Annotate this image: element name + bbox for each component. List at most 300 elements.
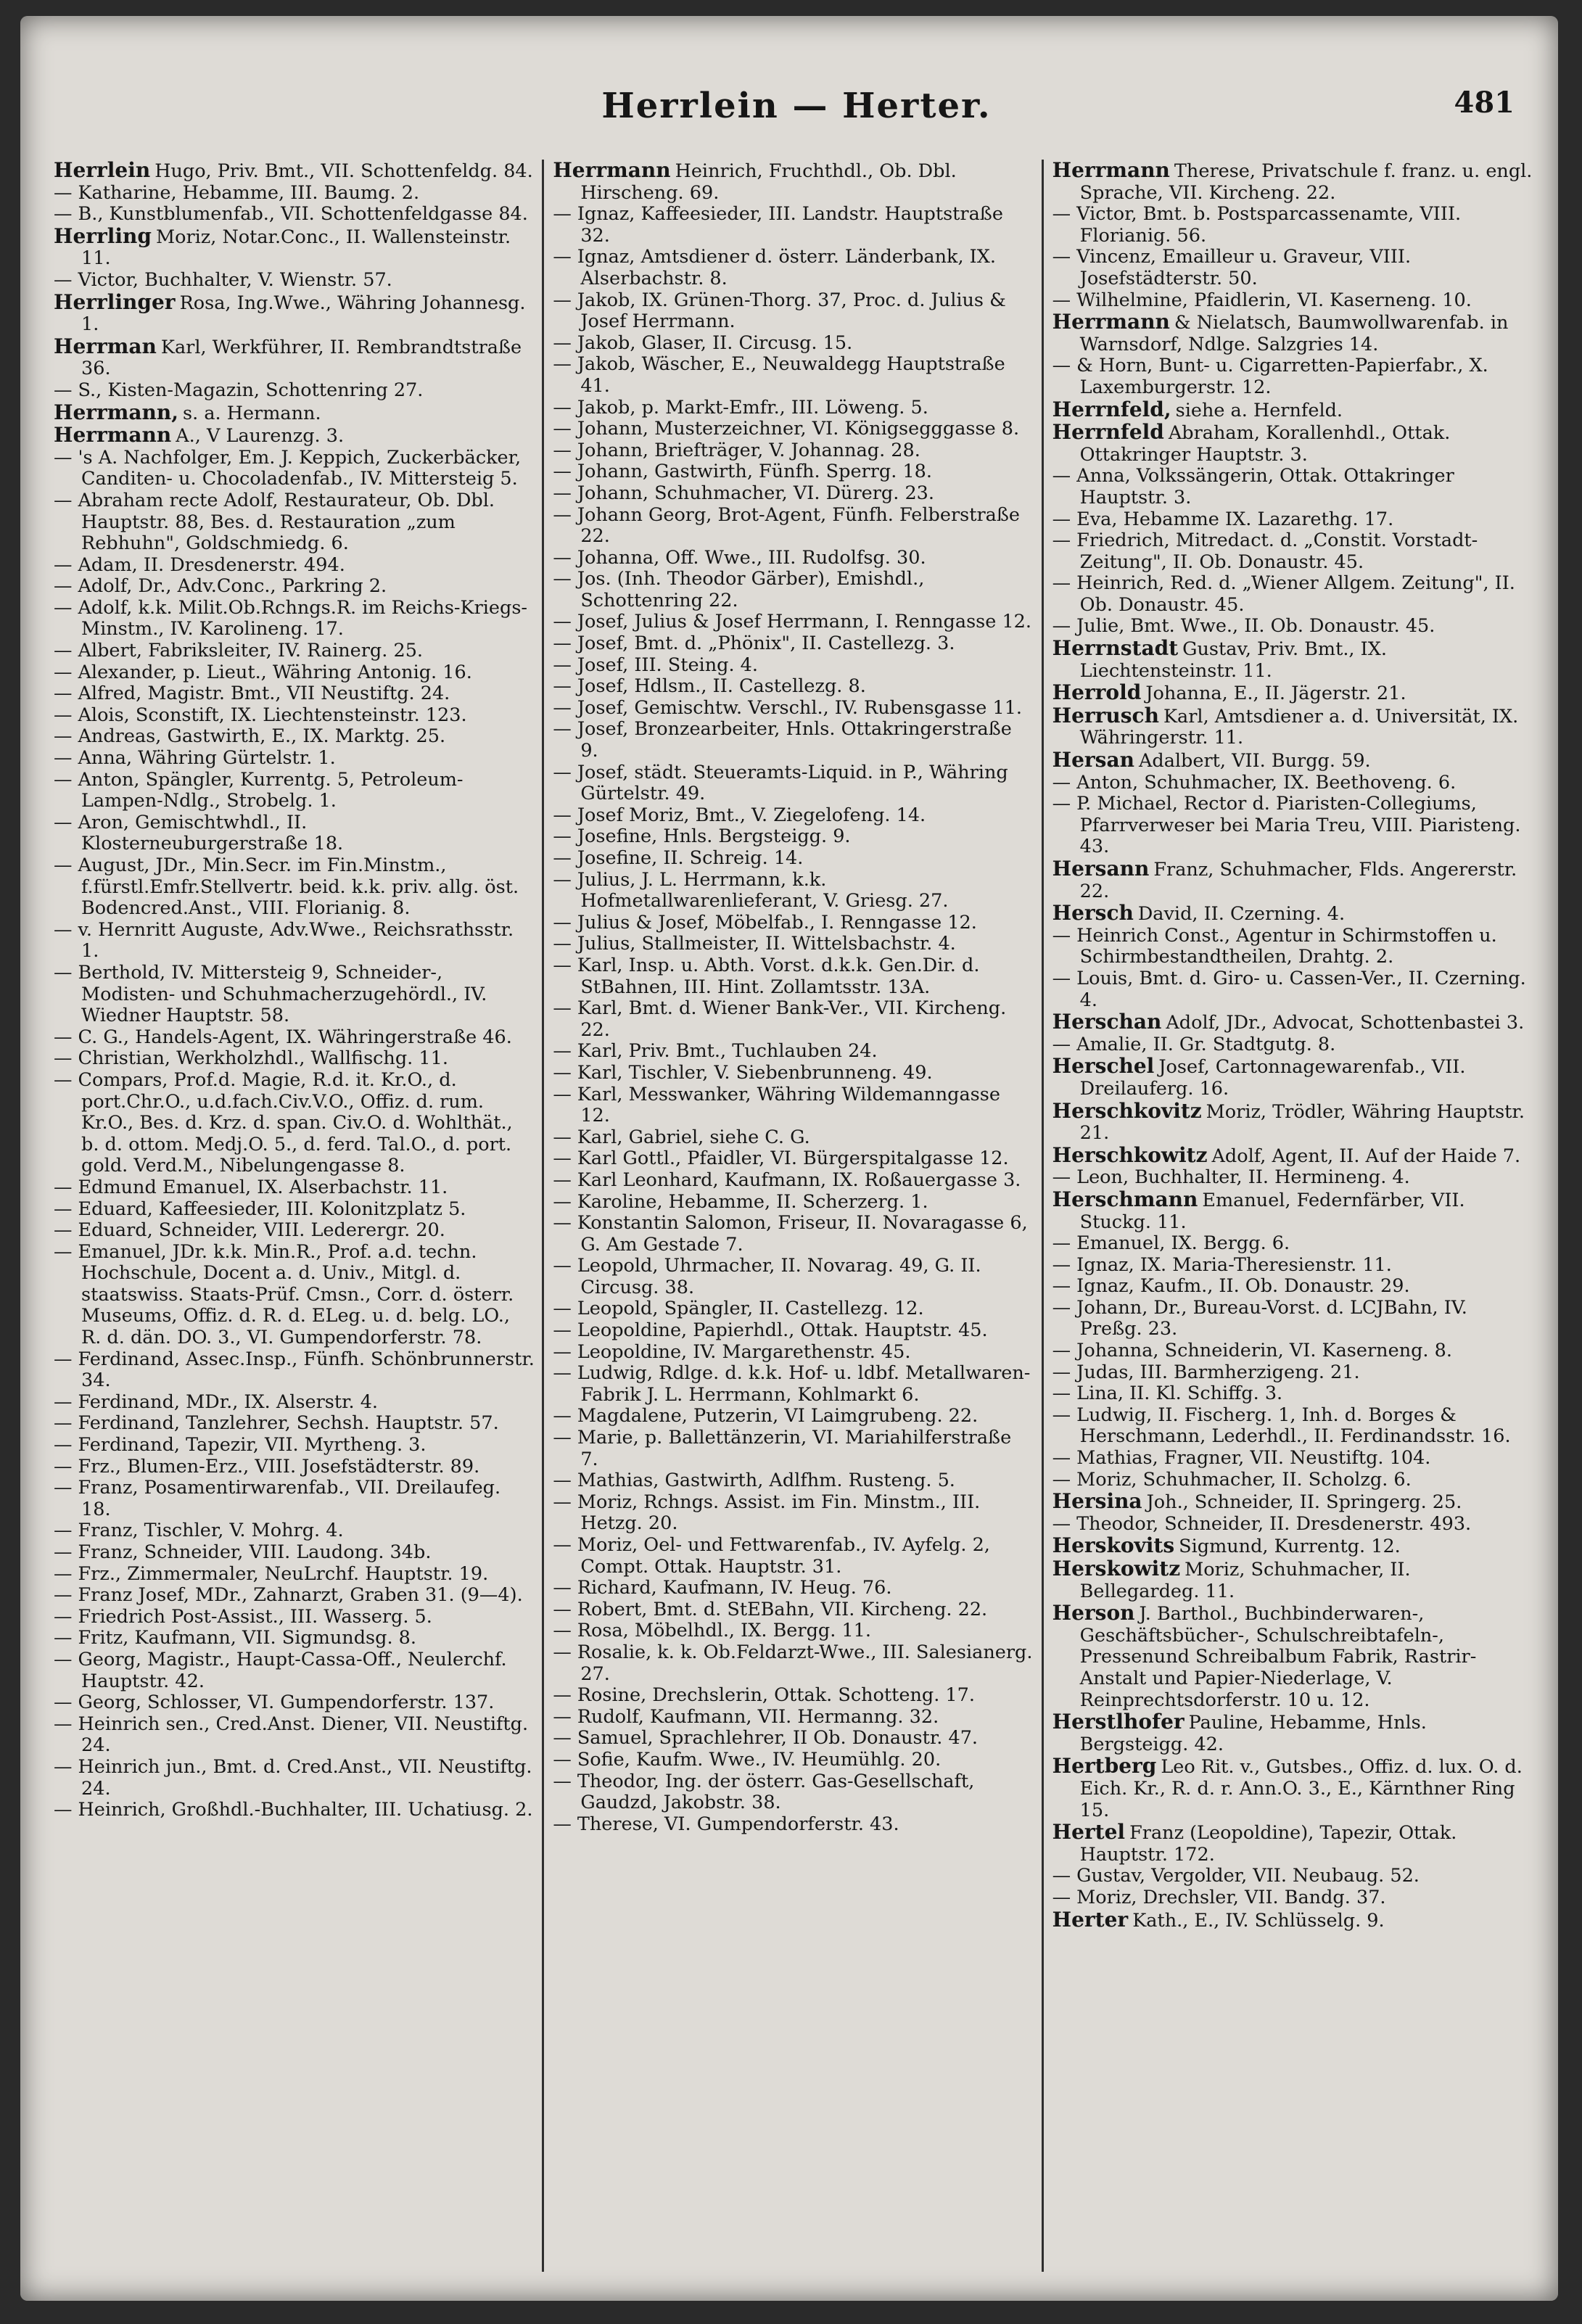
directory-entry	[54, 1757, 535, 1800]
entry-text: Karl Leonhard, Kaufmann, IX. Roßauergasse 3.	[577, 1169, 1021, 1191]
directory-columns	[45, 160, 1541, 2272]
entry-text: & Nielatsch, Baumwollwarenfab. in Warnsdorf, Ndlge. Salzgries 14.	[1079, 312, 1509, 355]
entry-text: Sofie, Kaufm. Wwe., IV. Heumühlg. 20.	[577, 1748, 942, 1771]
directory-entry	[553, 1256, 1034, 1298]
directory-entry	[1052, 749, 1533, 772]
directory-entry	[54, 402, 535, 425]
directory-entry	[553, 204, 1034, 247]
continuation-dash: —	[553, 825, 572, 848]
directory-entry	[553, 505, 1034, 548]
directory-entry	[1052, 858, 1533, 902]
entry-text: Moriz, Schuhmacher, II. Bellegardeg. 11.	[1079, 1559, 1411, 1602]
entry-surname: Herrmann	[1052, 160, 1170, 182]
directory-entry	[54, 555, 535, 577]
continuation-dash: —	[553, 1255, 572, 1277]
continuation-dash: —	[553, 1705, 572, 1728]
entry-text: Albert, Fabriksleiter, IV. Rainerg. 25.	[78, 640, 424, 662]
directory-entry	[54, 812, 535, 855]
directory-entry	[54, 1177, 535, 1199]
continuation-dash: —	[54, 575, 73, 598]
continuation-dash: —	[1052, 1468, 1071, 1491]
continuation-dash: —	[553, 1190, 572, 1213]
continuation-dash: —	[54, 1713, 73, 1735]
directory-entry	[1052, 926, 1533, 968]
directory-entry	[54, 1628, 535, 1649]
entry-text: Abraham, Korallenhdl., Ottak. Ottakringer Hauptstr. 3.	[1079, 422, 1451, 466]
continuation-dash: —	[553, 1340, 572, 1363]
entry-text: Karl, Gabriel, siehe C. G.	[577, 1126, 810, 1148]
entry-surname: Herter	[1052, 1907, 1129, 1932]
entry-text: Frz., Blumen-Erz., VIII. Josefstädterstr. 89.	[78, 1455, 480, 1478]
entry-text: Karoline, Hebamme, II. Scherzerg. 1.	[577, 1190, 928, 1213]
continuation-dash: —	[54, 596, 73, 619]
entry-surname: Herrling	[54, 223, 152, 248]
directory-entry	[553, 290, 1034, 333]
entry-text: Ludwig, II. Fischerg. 1, Inh. d. Borges & Herschmann, Lederhdl., II. Ferdinandsstr. 16.	[1076, 1404, 1511, 1448]
directory-entry	[54, 640, 535, 662]
entry-surname: Herrmann	[553, 160, 671, 182]
entry-text: Johann, Schuhmacher, VI. Dürerg. 23.	[577, 482, 935, 504]
entry-text: Moriz, Trödler, Währing Hauptstr. 21.	[1079, 1100, 1525, 1145]
continuation-dash: —	[54, 1799, 73, 1821]
directory-entry	[54, 289, 535, 336]
directory-entry	[54, 270, 535, 292]
entry-text: Franz Josef, MDr., Zahnarzt, Graben 31. (9—4).	[78, 1584, 523, 1607]
continuation-dash: —	[54, 1455, 73, 1478]
directory-entry	[553, 1298, 1034, 1320]
directory-entry	[54, 424, 535, 448]
entry-text: Jos. (Inh. Theodor Gärber), Emishdl., Schottenring 22.	[577, 568, 925, 611]
directory-entry	[553, 1707, 1034, 1728]
entry-text: Mathias, Gastwirth, Adlfhm. Rusteng. 5.	[577, 1470, 955, 1492]
entry-text: Moriz, Rchngs. Assist. im Fin. Minstm., III. Hetzg. 20.	[577, 1491, 981, 1535]
continuation-dash: —	[553, 1147, 572, 1170]
entry-surname: Herschel	[1052, 1054, 1155, 1079]
entry-surname: Herschkowitz	[1052, 1142, 1208, 1167]
continuation-dash: —	[1052, 1166, 1071, 1189]
directory-entry	[553, 354, 1034, 397]
entry-text: Karl, Priv. Bmt., Tuchlauben 24.	[577, 1040, 878, 1063]
entry-text: Magdalene, Putzerin, VI Laimgrubeng. 22.	[577, 1405, 979, 1427]
continuation-dash: —	[54, 1348, 73, 1370]
directory-entry	[54, 380, 535, 402]
entry-text: Moriz, Schuhmacher, II. Scholzg. 6.	[1076, 1468, 1412, 1491]
entry-text: Anna, Währing Gürtelstr. 1.	[78, 747, 336, 770]
directory-page	[20, 16, 1558, 2301]
continuation-dash: —	[54, 1562, 73, 1585]
directory-entry	[553, 912, 1034, 934]
entry-surname: Herrusch	[1052, 703, 1159, 728]
continuation-dash: —	[1052, 1383, 1071, 1405]
entry-text: Ferdinand, Tanzlehrer, Sechsh. Hauptstr. 57.	[78, 1412, 499, 1435]
continuation-dash: —	[54, 1434, 73, 1456]
entry-text: Alexander, p. Lieut., Währing Antonig. 16.	[78, 661, 472, 683]
directory-entry	[553, 1192, 1034, 1213]
entry-text: Jakob, Glaser, II. Circusg. 15.	[577, 331, 853, 354]
entry-text: Josefine, II. Schreig. 14.	[577, 847, 804, 869]
entry-text: Rudolf, Kaufmann, VII. Hermanng. 32.	[577, 1705, 939, 1728]
directory-entry	[1052, 1142, 1533, 1168]
entry-text: Leopold, Uhrmacher, II. Novarag. 49, G. II. Circusg. 38.	[577, 1255, 981, 1298]
entry-text: Emanuel, IX. Bergg. 6.	[1076, 1232, 1290, 1255]
entry-text: Eduard, Schneider, VIII. Lederergr. 20.	[78, 1219, 445, 1242]
continuation-dash: —	[553, 611, 572, 633]
continuation-dash: —	[1052, 1033, 1071, 1055]
directory-entry	[54, 1800, 535, 1821]
continuation-dash: —	[553, 1748, 572, 1771]
directory-entry	[553, 1063, 1034, 1084]
continuation-dash: —	[553, 203, 572, 226]
entry-surname: Herrlinger	[54, 289, 176, 314]
entry-text: Karl Gottl., Pfaidler, VI. Bürgerspitalgasse 12.	[577, 1147, 1009, 1170]
entry-text: Alfred, Magistr. Bmt., VII Neustiftg. 24.	[78, 683, 450, 705]
continuation-dash: —	[54, 1627, 73, 1649]
directory-entry	[1052, 247, 1533, 289]
directory-entry	[1052, 1821, 1533, 1866]
entry-text: B., Kunstblumenfab., VII. Schottenfeldgasse 84.	[78, 203, 528, 226]
directory-entry	[553, 1599, 1034, 1621]
continuation-dash: —	[54, 1390, 73, 1413]
entry-surname: Herschan	[1052, 1010, 1162, 1034]
continuation-dash: —	[54, 961, 73, 984]
continuation-dash: —	[1052, 771, 1071, 794]
directory-entry	[553, 160, 1034, 204]
entry-text: Edmund Emanuel, IX. Alserbachstr. 11.	[78, 1176, 448, 1198]
entry-text: Adolf, Agent, II. Auf der Haide 7.	[1211, 1145, 1521, 1167]
entry-surname: Herstlhofer	[1052, 1710, 1185, 1734]
continuation-dash: —	[553, 246, 572, 268]
entry-text: Victor, Bmt. b. Postsparcassenamte, VIII. Florianig. 56.	[1076, 203, 1462, 247]
directory-entry	[553, 1492, 1034, 1535]
continuation-dash: —	[553, 1491, 572, 1513]
directory-entry	[1052, 794, 1533, 858]
entry-text: Abraham recte Adolf, Restaurateur, Ob. Dbl. Hauptstr. 88, Bes. d. Restauration „zum Rebhuhn", Goldschmiedg. 6.	[78, 489, 495, 555]
continuation-dash: —	[553, 696, 572, 719]
directory-entry	[1052, 1100, 1533, 1145]
entry-text: Ferdinand, MDr., IX. Alserstr. 4.	[78, 1390, 379, 1413]
directory-entry	[1052, 290, 1533, 312]
entry-text: Ignaz, Kaufm., II. Ob. Donaustr. 29.	[1076, 1275, 1410, 1298]
entry-text: Franz, Schneider, VIII. Laudong. 34b.	[78, 1541, 432, 1563]
entry-text: Emanuel, JDr. k.k. Min.R., Prof. a.d. techn. Hochschule, Docent a. d. Univ., Mitgl. d. staatswiss. Staats-Prüf. Cmsn., Corr. d. österr. Museums, Offiz. d. R. d. ELeg. u. d. belg. LO., R. d. dän. DO. 3., VI. Gumpendorferstr. 78.	[78, 1240, 514, 1349]
continuation-dash: —	[54, 268, 73, 291]
continuation-dash: —	[553, 1427, 572, 1449]
continuation-dash: —	[553, 1770, 572, 1792]
entry-surname: Hersann	[1052, 857, 1150, 881]
entry-text: Ludwig, Rdlge. d. k.k. Hof- u. ldbf. Metallwaren-Fabrik J. L. Herrmann, Kohlmarkt 6.	[577, 1362, 1031, 1406]
continuation-dash: —	[1052, 1253, 1071, 1276]
entry-surname: Herson	[1052, 1601, 1135, 1625]
continuation-dash: —	[1052, 465, 1071, 487]
continuation-dash: —	[1052, 508, 1071, 530]
directory-entry	[1052, 1055, 1533, 1100]
continuation-dash: —	[54, 203, 73, 226]
directory-entry	[553, 1406, 1034, 1427]
entry-text: Anton, Spängler, Kurrentg. 5, Petroleum-Lampen-Ndlg., Strobelg. 1.	[78, 768, 464, 812]
continuation-dash: —	[54, 683, 73, 705]
directory-entry	[553, 633, 1034, 655]
entry-text: Marie, p. Ballettänzerin, VI. Mariahilferstraße 7.	[577, 1427, 1012, 1470]
directory-entry	[1052, 1514, 1533, 1536]
directory-entry	[1052, 968, 1533, 1011]
entry-surname: Herrman	[54, 334, 157, 358]
directory-entry	[1052, 1255, 1533, 1277]
entry-text: Jakob, Wäscher, E., Neuwaldegg Hauptstraße 41.	[577, 353, 1005, 397]
directory-entry	[54, 1456, 535, 1478]
directory-entry	[1052, 772, 1533, 794]
entry-text: David, II. Czerning. 4.	[1137, 903, 1346, 926]
entry-text: 's A. Nachfolger, Em. J. Keppich, Zuckerbäcker, Canditen- u. Chocoladenfab., IV. Mittersteig 5.	[78, 446, 522, 490]
entry-text: C. G., Handels-Agent, IX. Währingerstraße 46.	[78, 1026, 512, 1048]
directory-entry	[54, 1048, 535, 1070]
entry-text: Josef, Hdlsm., II. Castellezg. 8.	[577, 675, 866, 698]
entry-text: Aron, Gemischtwhdl., II. Klosterneuburgerstraße 18.	[78, 811, 344, 855]
continuation-dash: —	[1052, 572, 1071, 595]
entry-text: Karl, Werkführer, II. Rembrandtstraße 36.	[81, 336, 522, 380]
directory-entry	[553, 676, 1034, 698]
directory-entry	[553, 955, 1034, 998]
continuation-dash: —	[54, 725, 73, 748]
continuation-dash: —	[54, 747, 73, 770]
entry-surname: Hersina	[1052, 1489, 1142, 1514]
entry-text: Ignaz, Amtsdiener d. österr. Länderbank, IX. Alserbachstr. 8.	[577, 246, 997, 289]
continuation-dash: —	[1052, 1404, 1071, 1426]
entry-text: Karl, Amtsdiener a. d. Universität, IX. Währingerstr. 11.	[1079, 705, 1519, 749]
entry-text: A., V Laurenzg. 3.	[176, 425, 345, 448]
directory-entry	[54, 1542, 535, 1564]
directory-entry	[553, 1535, 1034, 1578]
directory-entry	[553, 1470, 1034, 1492]
continuation-dash: —	[1052, 1865, 1071, 1887]
directory-entry	[1052, 705, 1533, 749]
directory-entry	[54, 1349, 535, 1392]
entry-text: & Horn, Bunt- u. Cigarretten-Papierfabr., X. Laxemburgerstr. 12.	[1076, 355, 1488, 398]
entry-text: Georg, Magistr., Haupt-Cassa-Off., Neulerchf. Hauptstr. 42.	[78, 1648, 507, 1692]
directory-entry	[553, 1427, 1034, 1470]
continuation-dash: —	[553, 353, 572, 376]
entry-text: August, JDr., Min.Secr. im Fin.Minstm., f.fürstl.Emfr.Stellvertr. beid. k.k. priv. allg. öst. Bodencred.Anst., VIII. Florianig. 8.	[78, 854, 519, 920]
entry-text: Johanna, Off. Wwe., III. Rudolfsg. 30.	[577, 546, 926, 569]
entry-text: Ferdinand, Assec.Insp., Fünfh. Schönbrunnerstr. 34.	[78, 1348, 535, 1392]
directory-entry	[54, 183, 535, 205]
continuation-dash: —	[553, 847, 572, 869]
directory-entry	[54, 770, 535, 812]
entry-text: Judas, III. Barmherzigeng. 21.	[1076, 1361, 1360, 1383]
entry-text: Johann, Gastwirth, Fünfh. Sperrg. 18.	[577, 461, 933, 483]
continuation-dash: —	[553, 1319, 572, 1342]
directory-entry	[54, 683, 535, 705]
entry-text: Eduard, Kaffeesieder, III. Kolonitzplatz 5.	[78, 1198, 466, 1220]
continuation-dash: —	[553, 1620, 572, 1642]
directory-entry	[54, 490, 535, 555]
directory-entry	[54, 204, 535, 226]
entry-text: Heinrich, Fruchthdl., Ob. Dbl. Hirscheng. 69.	[580, 160, 957, 204]
entry-surname: Herrlein	[54, 160, 151, 182]
directory-entry	[553, 1578, 1034, 1599]
continuation-dash: —	[553, 1126, 572, 1148]
entry-text: Friedrich Post-Assist., III. Wasserg. 5.	[78, 1605, 432, 1628]
directory-entry	[1052, 509, 1533, 531]
directory-entry	[54, 1564, 535, 1586]
continuation-dash: —	[553, 1577, 572, 1599]
entry-text: Leopoldine, IV. Margarethenstr. 45.	[577, 1340, 911, 1363]
entry-text: Karl, Insp. u. Abth. Vorst. d.k.k. Gen.Dir. d. StBahnen, III. Hint. Zollamtsstr. 13A.	[577, 954, 980, 998]
directory-entry	[553, 870, 1034, 912]
continuation-dash: —	[553, 911, 572, 934]
directory-entry	[1052, 1558, 1533, 1602]
directory-entry	[1052, 1491, 1533, 1514]
continuation-dash: —	[54, 1412, 73, 1435]
directory-entry	[553, 1320, 1034, 1342]
entry-text: Adalbert, VII. Burgg. 59.	[1138, 750, 1371, 772]
entry-text: Sigmund, Kurrentg. 12.	[1179, 1536, 1401, 1558]
directory-entry	[54, 448, 535, 490]
entry-text: Heinrich, Red. d. „Wiener Allgem. Zeitung", II. Ob. Donaustr. 45.	[1076, 572, 1515, 616]
entry-text: Josef, Julius & Josef Herrmann, I. Renngasse 12.	[577, 611, 1032, 633]
directory-entry	[553, 1771, 1034, 1814]
entry-text: Anna, Volkssängerin, Ottak. Ottakringer Hauptstr. 3.	[1076, 465, 1454, 508]
directory-entry	[54, 1714, 535, 1757]
entry-text: Gustav, Priv. Bmt., IX. Liechtensteinstr. 11.	[1079, 638, 1387, 682]
directory-entry	[1052, 1298, 1533, 1340]
directory-entry	[553, 934, 1034, 955]
entry-text: v. Hernritt Auguste, Adv.Wwe., Reichsrathsstr. 1.	[78, 918, 514, 963]
entry-text: Ignaz, IX. Maria-Theresienstr. 11.	[1076, 1253, 1392, 1276]
entry-surname: Hertberg	[1052, 1754, 1157, 1779]
entry-text: Moriz, Notar.Conc., II. Wallensteinstr. 11.	[81, 226, 511, 270]
entry-text: Christian, Werkholzhdl., Wallfischg. 11.	[78, 1047, 448, 1070]
continuation-dash: —	[553, 654, 572, 676]
directory-entry	[553, 548, 1034, 569]
directory-entry	[553, 1148, 1034, 1170]
continuation-dash: —	[1052, 1296, 1071, 1319]
continuation-dash: —	[553, 418, 572, 440]
directory-entry	[1052, 1034, 1533, 1056]
directory-entry	[1052, 1448, 1533, 1470]
page-header	[64, 86, 1529, 151]
entry-text: Karl, Messwanker, Währing Wildemanngasse 12.	[577, 1083, 1000, 1127]
directory-entry	[553, 1084, 1034, 1127]
continuation-dash: —	[1052, 924, 1071, 947]
entry-text: Andreas, Gastwirth, E., IX. Marktg. 25.	[78, 725, 446, 748]
continuation-dash: —	[553, 1813, 572, 1835]
entry-text: Hugo, Priv. Bmt., VII. Schottenfeldg. 84.	[155, 160, 533, 182]
directory-entry	[54, 1607, 535, 1628]
entry-text: Leopold, Spängler, II. Castellezg. 12.	[577, 1298, 924, 1320]
continuation-dash: —	[54, 1755, 73, 1778]
directory-entry	[553, 698, 1034, 720]
directory-entry	[1052, 638, 1533, 682]
directory-entry	[553, 998, 1034, 1041]
entry-text: Therese, VI. Gumpendorferstr. 43.	[577, 1813, 899, 1835]
entry-text: Compars, Prof.d. Magie, R.d. it. Kr.O., d. port.Chr.O., u.d.fach.Civ.V.O., Offiz. d. rum. Kr.O., Bes. d. Krz. d. span. Civ.O. d. Wohlthät., b. d. ottom. Medj.O. 5., d. ferd. Tal.O., d. port. gold. Verd.M., Nibelungengasse 8.	[78, 1068, 513, 1177]
entry-text: P. Michael, Rector d. Piaristen-Collegiums, Pfarrverweser bei Maria Treu, VIII. Piaristeng. 43.	[1076, 793, 1521, 858]
entry-surname: Herschmann	[1052, 1187, 1198, 1211]
directory-entry	[553, 1342, 1034, 1364]
directory-entry	[1052, 421, 1533, 466]
entry-text: Julie, Bmt. Wwe., II. Ob. Donaustr. 45.	[1076, 615, 1435, 638]
entry-text: Vincenz, Emailleur u. Graveur, VIII. Josefstädterstr. 50.	[1076, 246, 1412, 289]
continuation-dash: —	[553, 1040, 572, 1063]
entry-text: Robert, Bmt. d. StEBahn, VII. Kircheng. 22.	[577, 1598, 988, 1620]
directory-entry	[1052, 1233, 1533, 1255]
entry-text: J. Barthol., Buchbinderwaren-, Geschäftsbücher-, Schulschreibtafeln-, Pressenund Schreibalbum Fabrik, Rastrir-Anstalt und Papier-Niederlage, V. Reinprechtsdorferstr. 10 u. 12.	[1079, 1603, 1477, 1711]
directory-entry	[1052, 1470, 1533, 1491]
entry-text: Frz., Zimmermaler, NeuLrchf. Hauptstr. 19.	[78, 1562, 489, 1585]
directory-entry	[54, 748, 535, 770]
directory-entry	[1052, 1711, 1533, 1755]
entry-text: Gustav, Vergolder, VII. Neubaug. 52.	[1076, 1865, 1420, 1887]
directory-entry	[54, 576, 535, 598]
continuation-dash: —	[553, 1534, 572, 1556]
directory-entry	[54, 1585, 535, 1607]
entry-text: Josef, städt. Steueramts-Liquid. in P., Währing Gürtelstr. 49.	[577, 761, 1008, 805]
directory-entry	[553, 247, 1034, 289]
continuation-dash: —	[54, 1584, 73, 1607]
continuation-dash: —	[553, 1212, 572, 1235]
directory-entry	[54, 1220, 535, 1242]
entry-text: Adolf, k.k. Milit.Ob.Rchngs.R. im Reichs-Kriegs-Minstm., IV. Karolineng. 17.	[78, 596, 528, 640]
directory-entry	[553, 1170, 1034, 1192]
entry-text: Amalie, II. Gr. Stadtgutg. 8.	[1076, 1033, 1336, 1055]
entry-text: Johann, Dr., Bureau-Vorst. d. LCJBahn, IV. Preßg. 23.	[1076, 1296, 1467, 1340]
entry-surname: Hersch	[1052, 901, 1134, 926]
entry-text: Leo Rit. v., Gutsbes., Offiz. d. lux. O. d. Eich. Kr., R. d. r. Ann.O. 3., E., Kärnthner Ring 15.	[1079, 1756, 1523, 1821]
entry-text: Ignaz, Kaffeesieder, III. Landstr. Hauptstraße 32.	[577, 203, 1003, 247]
running-title: Herrlein — Herter.	[601, 86, 992, 126]
continuation-dash: —	[553, 546, 572, 569]
entry-text: Victor, Buchhalter, V. Wienstr. 57.	[78, 268, 392, 291]
directory-entry	[1052, 1909, 1533, 1932]
continuation-dash: —	[553, 289, 572, 311]
continuation-dash: —	[553, 482, 572, 504]
directory-entry	[54, 1692, 535, 1714]
entry-text: Johanna, E., II. Jägerstr. 21.	[1145, 683, 1406, 705]
directory-entry	[553, 848, 1034, 870]
directory-entry	[54, 1199, 535, 1221]
directory-entry	[54, 963, 535, 1027]
directory-entry	[553, 440, 1034, 462]
continuation-dash: —	[553, 1598, 572, 1620]
entry-text: Adolf, Dr., Adv.Conc., Parkring 2.	[78, 575, 387, 598]
entry-text: Konstantin Salomon, Friseur, II. Novaragasse 6, G. Am Gestade 7.	[577, 1212, 1028, 1256]
entry-text: Josef Moriz, Bmt., V. Ziegelofeng. 14.	[577, 804, 926, 826]
entry-text: Franz, Tischler, V. Mohrg. 4.	[78, 1520, 344, 1542]
entry-surname: Herschkovitz	[1052, 1098, 1202, 1123]
directory-entry	[54, 160, 535, 183]
continuation-dash: —	[553, 1298, 572, 1320]
entry-text: Moriz, Drechsler, VII. Bandg. 37.	[1076, 1886, 1386, 1908]
entry-surname: Herrold	[1052, 680, 1142, 705]
continuation-dash: —	[54, 181, 73, 204]
directory-entry	[1052, 1362, 1533, 1384]
continuation-dash: —	[54, 1692, 73, 1714]
directory-entry	[1052, 160, 1533, 204]
directory-entry	[54, 1392, 535, 1414]
continuation-dash: —	[1052, 1275, 1071, 1298]
continuation-dash: —	[553, 396, 572, 419]
entry-text: Jakob, IX. Grünen-Thorg. 37, Proc. d. Julius & Josef Herrmann.	[577, 289, 1006, 333]
continuation-dash: —	[1052, 1232, 1071, 1255]
continuation-dash: —	[54, 1240, 73, 1263]
continuation-dash: —	[54, 446, 73, 469]
entry-text: Richard, Kaufmann, IV. Heug. 76.	[577, 1577, 892, 1599]
directory-entry	[1052, 1167, 1533, 1189]
directory-entry	[553, 397, 1034, 419]
entry-text: Johann, Briefträger, V. Johannag. 28.	[577, 439, 920, 461]
continuation-dash: —	[553, 1684, 572, 1707]
continuation-dash: —	[54, 661, 73, 683]
